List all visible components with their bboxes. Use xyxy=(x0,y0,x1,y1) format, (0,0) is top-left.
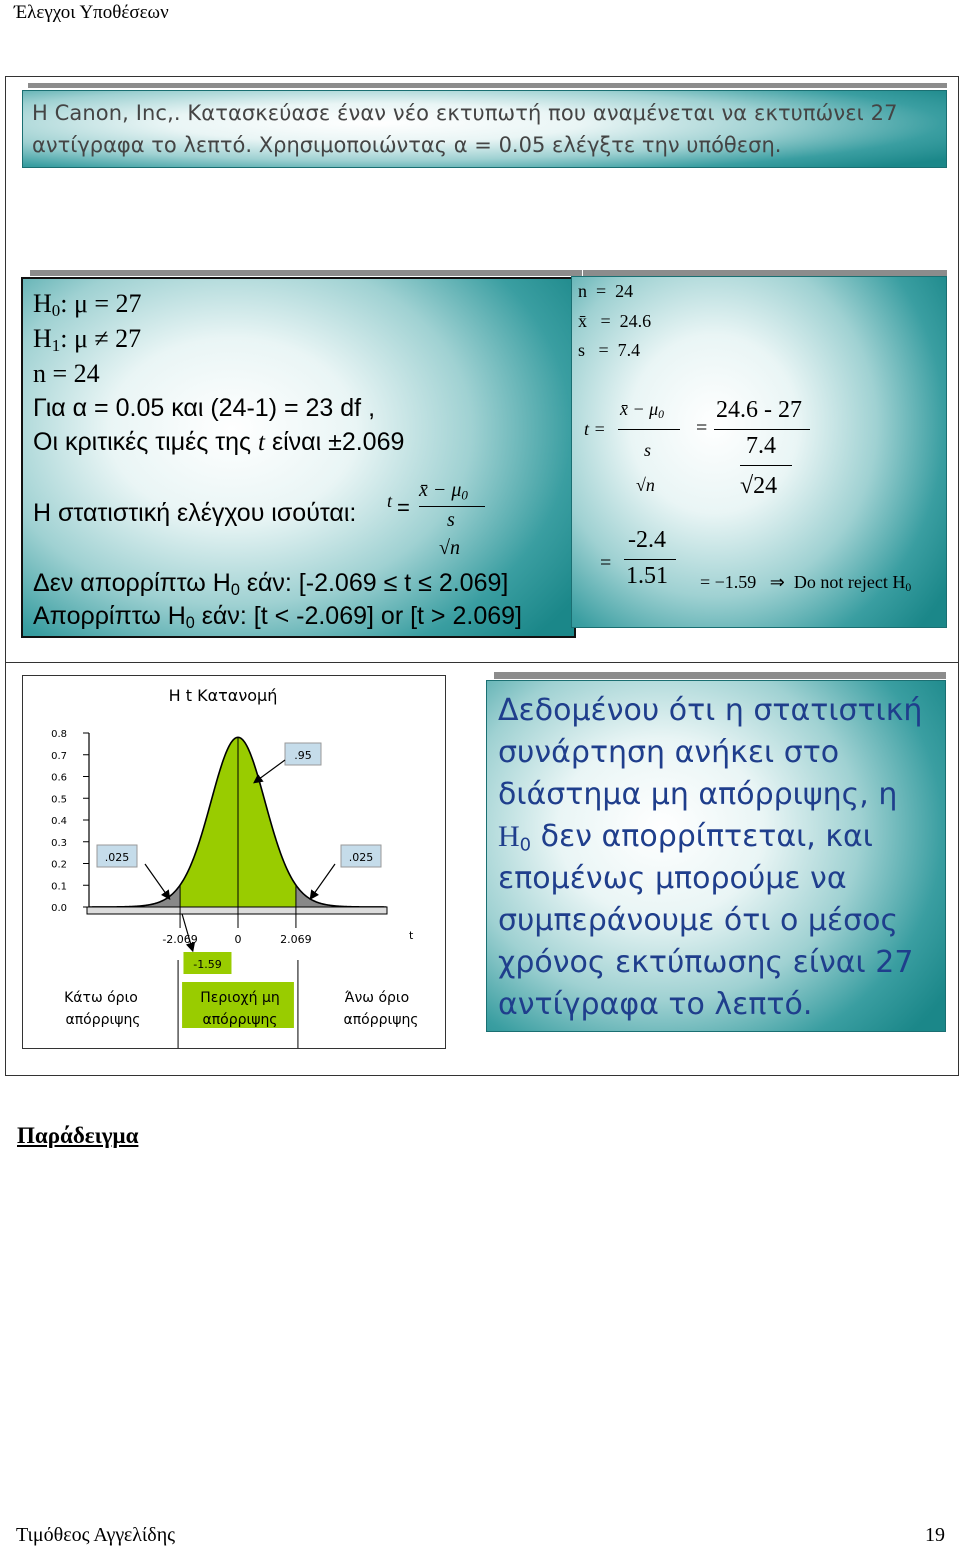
t-distribution-chart xyxy=(23,676,445,1048)
test-statistic-label: Η στατιστική ελέγχου ισούται: xyxy=(33,499,357,527)
stat-den-sqrt-n: √n xyxy=(439,537,460,559)
left-tail-label: .025 xyxy=(104,851,130,864)
x-tick-lower: -2.069 xyxy=(162,933,198,946)
figure-caption: Παράδειγμα xyxy=(17,1123,139,1148)
chart-title: Η t Κατανομή xyxy=(168,686,278,705)
left-rejection-region xyxy=(90,886,180,907)
stat-den-s: s xyxy=(447,509,455,531)
lower-rejection-label-1: Κάτω όριο xyxy=(64,990,138,1006)
footer-page-number: 19 xyxy=(925,1524,945,1546)
page-header-title: Έλεγχοι Υποθέσεων xyxy=(14,2,169,23)
y-tick-label: 0.2 xyxy=(51,859,67,871)
y-tick-label: 0.0 xyxy=(51,903,67,914)
y-tick-label: 0.8 xyxy=(51,729,67,740)
conclusion-line-8: αντίγραφα το λεπτό. xyxy=(498,987,813,1022)
center-area-label: .95 xyxy=(294,749,312,762)
critical-values-line: Οι κριτικές τιμές της t είναι ±2.069 xyxy=(33,428,405,456)
calc-numerator-2: 24.6 - 27 xyxy=(716,397,802,423)
conclusion-line-6: συμπεράνουμε ότι ο μέσος xyxy=(498,903,899,938)
conclusion-line-3: διάστημα μη απόρριψης, η xyxy=(498,777,898,812)
stat-eq: = xyxy=(397,495,410,520)
calc-eq-2: = xyxy=(600,552,612,574)
conclusion-line-2: συνάρτηση ανήκει στο xyxy=(498,735,840,770)
right-tail-label: .025 xyxy=(348,851,374,864)
x-tick-upper: 2.069 xyxy=(280,933,312,946)
left-tail-arrow xyxy=(145,864,169,898)
right-rejection-region xyxy=(296,885,386,907)
right-tail-arrow xyxy=(311,864,335,898)
y-tick-label: 0.6 xyxy=(51,772,67,784)
conclusion-line-5: επομένως μπορούμε να xyxy=(498,861,847,896)
calculation-panel xyxy=(571,276,947,628)
y-tick-label: 0.1 xyxy=(51,881,67,893)
non-rejection-label-1: Περιοχή μη xyxy=(200,990,280,1006)
conclusion-line-1: Δεδομένου ότι η στατιστική xyxy=(498,693,923,728)
conclusion-line-7: χρόνος εκτύπωσης είναι 27 xyxy=(498,945,914,980)
calc-numerator: x̄ − $\mu_0$ xyxy=(620,399,665,421)
problem-line-1: H Canon, Inc,. Κατασκεύασε έναν νέο εκτυπωτή που αναμένεται να εκτυπώνει 27 xyxy=(32,101,898,125)
slide-divider xyxy=(5,662,959,663)
calc-s: s = 7.4 xyxy=(578,340,641,360)
footer-author: Τιμόθεος Αγγελίδης xyxy=(16,1524,176,1546)
h0-line: $H_0$: μ = 27 xyxy=(33,289,142,321)
calc-n: n = 24 xyxy=(578,281,634,301)
y-tick-label: 0.4 xyxy=(51,816,67,827)
stat-numerator: x̄ − $\mu_0$ xyxy=(419,479,468,503)
calc-den-sqrt-n: √n xyxy=(636,475,655,495)
conclusion-panel xyxy=(486,680,946,1032)
x-axis-bar xyxy=(87,907,387,914)
h1-line: $H_1$: μ ≠ 27 xyxy=(33,324,142,356)
calc-numerator-3: -2.4 xyxy=(628,527,666,553)
x-axis-label: t xyxy=(409,929,414,942)
stat-t-symbol: t xyxy=(387,491,393,511)
calc-result: = −1.59 ⇒ Do not reject $H_0$ xyxy=(700,572,912,594)
n-line: n = 24 xyxy=(33,359,100,388)
upper-rejection-label-1: Άνω όριο xyxy=(344,990,410,1006)
problem-panel xyxy=(22,90,947,168)
calc-xbar: x̄ = 24.6 xyxy=(578,311,652,331)
y-tick-label: 0.3 xyxy=(51,837,67,849)
center-area-arrow xyxy=(255,760,285,782)
y-tick-label: 0.7 xyxy=(51,750,67,762)
calc-den2-bottom: √24 xyxy=(740,473,778,499)
calc-t-label: t = xyxy=(584,419,606,439)
calc-den2-top: 7.4 xyxy=(746,433,776,459)
t-distribution-figure xyxy=(22,675,446,1049)
y-tick-label: 0.5 xyxy=(51,794,67,806)
upper-rejection-label-2: απόρριψης xyxy=(343,1012,419,1028)
alpha-line: Για α = 0.05 και (24-1) = 23 df , xyxy=(33,394,376,422)
accept-rule: Δεν απορρίπτω $H_0$ εάν: [-2.069 ≤ t ≤ 2.069] xyxy=(33,569,509,600)
conclusion-line-4: $H_0$ δεν απορρίπτεται, και xyxy=(498,819,873,856)
hypothesis-panel xyxy=(21,277,576,638)
non-rejection-label-2: απόρριψης xyxy=(202,1012,278,1028)
lower-rejection-label-2: απόρριψης xyxy=(65,1012,141,1028)
reject-rule: Απορρίπτω $H_0$ εάν: [t < -2.069] or [t > 2.069] xyxy=(33,602,522,633)
calc-eq-1: = xyxy=(696,417,708,439)
t-statistic-label: -1.59 xyxy=(193,958,222,971)
x-tick-zero: 0 xyxy=(234,933,242,946)
calc-denominator-3: 1.51 xyxy=(626,563,668,589)
calc-den-s: s xyxy=(644,440,652,460)
y-ticks xyxy=(51,729,89,914)
problem-line-2: αντίγραφα το λεπτό. Χρησιμοποιώντας α = 0.05 ελέγξτε την υπόθεση. xyxy=(32,133,782,157)
